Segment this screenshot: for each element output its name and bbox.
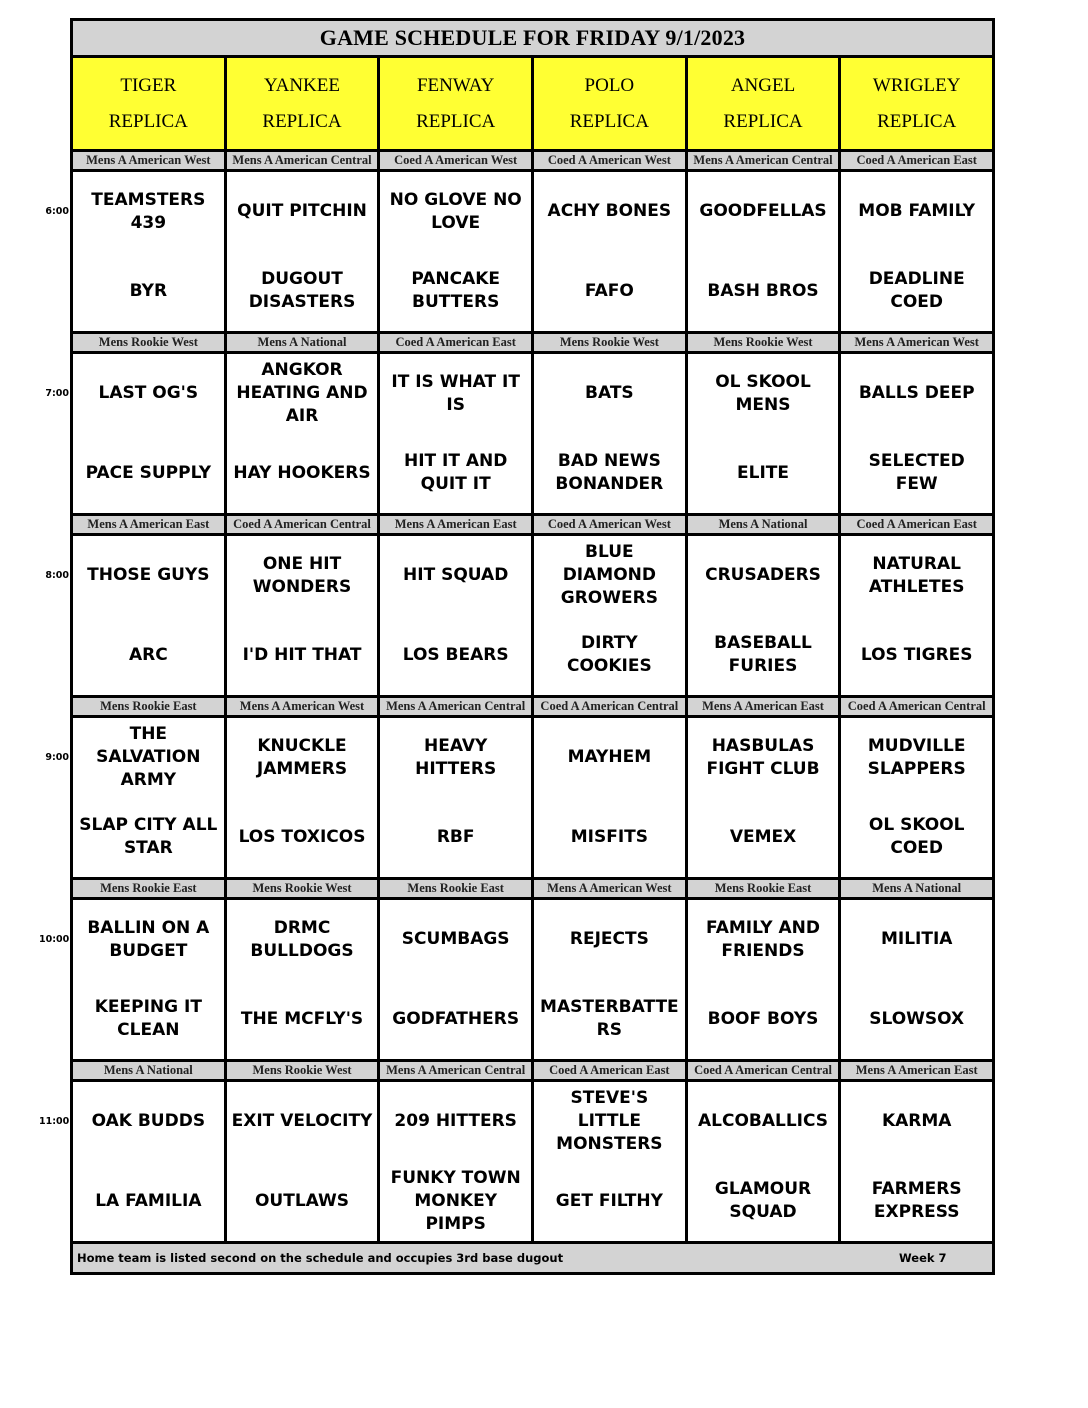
home-team: MASTERBATTERS — [540, 997, 679, 1041]
division-label: Coed A American Central — [227, 516, 381, 533]
away-team: ONE HIT WONDERS — [252, 553, 352, 597]
time-slot — [45, 516, 992, 698]
division-label: Mens A American Central — [688, 152, 842, 169]
home-team: GLAMOUR SQUAD — [714, 1179, 812, 1223]
division-label: Mens Rookie West — [688, 334, 842, 351]
division-label: Mens A American East — [688, 698, 842, 715]
game-cell — [534, 900, 688, 1059]
division-label: Mens Rookie East — [688, 880, 842, 897]
field-header-polo — [534, 58, 688, 149]
division-label: Mens Rookie West — [534, 334, 688, 351]
game-cell — [227, 1082, 381, 1241]
game-cell — [534, 718, 688, 877]
game-cell — [380, 536, 534, 695]
away-team: ACHY BONES — [547, 201, 672, 222]
schedule-table — [39, 18, 995, 1275]
away-team: BLUE DIAMOND GROWERS — [560, 542, 658, 609]
time-slot — [45, 152, 992, 334]
away-team: MOB FAMILY — [858, 201, 976, 222]
division-label: Mens A American East — [380, 516, 534, 533]
time-slot — [39, 880, 992, 1062]
home-team: THE MCFLY'S — [240, 1008, 364, 1029]
division-label: Mens Rookie West — [227, 880, 381, 897]
division-label: Mens A National — [73, 1062, 227, 1079]
home-team: DIRTY COOKIES — [566, 633, 652, 677]
time-label: 9:00 — [45, 752, 69, 763]
games-row — [73, 354, 992, 516]
away-team: CRUSADERS — [705, 565, 821, 586]
home-team-note: Home team is listed second on the schedule and occupies 3rd base dugout — [77, 1251, 564, 1265]
game-cell — [534, 172, 688, 331]
home-team: PACE SUPPLY — [85, 462, 212, 483]
field-name: ANGEL — [730, 74, 796, 96]
field-header-tiger — [73, 58, 227, 149]
home-team: HAY HOOKERS — [233, 462, 371, 483]
division-row — [73, 516, 992, 536]
division-row — [73, 334, 992, 354]
home-team: SLOWSOX — [869, 1008, 965, 1029]
field-type: REPLICA — [569, 110, 649, 132]
game-cell — [688, 718, 842, 877]
home-team: GODFATHERS — [392, 1008, 520, 1029]
division-label: Mens A American West — [73, 152, 227, 169]
away-team: TEAMSTERS 439 — [91, 189, 206, 233]
field-header-row — [73, 58, 992, 152]
away-team: QUIT PITCHIN — [237, 201, 367, 222]
game-cell — [73, 1082, 227, 1241]
home-team: VEMEX — [729, 826, 797, 847]
division-label: Mens A American Central — [380, 698, 534, 715]
division-label: Mens Rookie East — [380, 880, 534, 897]
game-cell — [380, 172, 534, 331]
time-slots — [39, 152, 992, 1244]
home-team: LA FAMILIA — [95, 1190, 202, 1211]
field-type: REPLICA — [877, 110, 957, 132]
field-type: REPLICA — [108, 110, 188, 132]
game-cell — [227, 172, 381, 331]
division-label: Coed A American East — [380, 334, 534, 351]
game-cell — [380, 1082, 534, 1241]
game-cell — [73, 718, 227, 877]
field-header-angel — [688, 58, 842, 149]
away-team: NATURAL ATHLETES — [868, 553, 965, 597]
away-team: EXIT VELOCITY — [231, 1111, 373, 1132]
away-team: IT IS WHAT IT IS — [391, 371, 520, 415]
division-label: Coed A American East — [856, 517, 977, 531]
game-cell — [688, 900, 842, 1059]
division-label: Mens A American Central — [380, 1062, 534, 1079]
game-cell — [534, 536, 688, 695]
division-label: Coed A American Central — [847, 699, 986, 713]
game-cell — [73, 354, 227, 513]
field-type: REPLICA — [723, 110, 803, 132]
game-cell — [227, 354, 381, 513]
field-header-yankee — [227, 58, 381, 149]
game-cell — [380, 718, 534, 877]
games-row — [73, 900, 992, 1062]
home-team: MISFITS — [570, 826, 648, 847]
division-label: Mens A American West — [854, 335, 979, 349]
away-team: THOSE GUYS — [87, 565, 210, 586]
division-label: Coed A American Central — [534, 698, 688, 715]
division-label: Coed A American East — [534, 1062, 688, 1079]
game-cell — [73, 172, 227, 331]
time-slot — [45, 698, 992, 880]
away-team: MILITIA — [880, 929, 953, 950]
field-header-fenway — [380, 58, 534, 149]
home-team: FAFO — [584, 280, 634, 301]
time-label: 8:00 — [45, 570, 69, 581]
away-team: THE SALVATION ARMY — [96, 724, 201, 791]
time-slot — [39, 1062, 992, 1244]
division-label: Coed A American West — [534, 152, 688, 169]
division-label: Mens Rookie West — [227, 1062, 381, 1079]
field-name: YANKEE — [264, 74, 340, 96]
home-team: HIT IT AND QUIT IT — [403, 451, 508, 495]
home-team: BAD NEWS BONANDER — [555, 451, 664, 495]
games-row — [73, 172, 992, 334]
game-cell — [841, 536, 992, 695]
game-cell — [841, 172, 992, 331]
home-team: KEEPING IT CLEAN — [94, 997, 202, 1041]
away-team: HEAVY HITTERS — [415, 735, 497, 779]
home-team: SLAP CITY ALL STAR — [79, 815, 218, 859]
home-team: ARC — [128, 644, 168, 665]
schedule-title: GAME SCHEDULE FOR FRIDAY 9/1/2023 — [73, 21, 992, 58]
away-team: SCUMBAGS — [401, 929, 510, 950]
field-name: TIGER — [120, 74, 177, 96]
games-row — [73, 718, 992, 880]
division-label: Coed A American East — [856, 153, 977, 167]
division-label: Mens A National — [227, 334, 381, 351]
away-team: STEVE'S LITTLE MONSTERS — [556, 1088, 663, 1155]
division-label: Mens A American East — [855, 1063, 978, 1077]
home-team: RBF — [436, 826, 475, 847]
game-cell — [227, 536, 381, 695]
time-slot — [45, 334, 992, 516]
home-team: SELECTED FEW — [868, 451, 965, 495]
division-label: Mens A National — [872, 881, 962, 895]
home-team: BASH BROS — [707, 280, 819, 301]
games-row — [73, 1082, 992, 1244]
home-team: FARMERS EXPRESS — [871, 1179, 962, 1223]
division-label: Coed A American West — [380, 152, 534, 169]
home-team: I'D HIT THAT — [242, 644, 362, 665]
time-label: 11:00 — [39, 1116, 70, 1127]
division-label: Mens A American Central — [227, 152, 381, 169]
away-team: OAK BUDDS — [91, 1111, 206, 1132]
time-label: 7:00 — [45, 388, 69, 399]
time-label: 10:00 — [39, 934, 70, 945]
games-row — [73, 536, 992, 698]
game-cell — [380, 354, 534, 513]
field-name: WRIGLEY — [872, 74, 961, 96]
field-name: FENWAY — [416, 74, 495, 96]
game-cell — [688, 1082, 842, 1241]
time-label: 6:00 — [45, 206, 69, 217]
away-team: OL SKOOL MENS — [715, 371, 811, 415]
game-cell — [73, 900, 227, 1059]
field-header-wrigley — [841, 58, 992, 149]
game-cell — [227, 718, 381, 877]
away-team: ANGKOR HEATING AND AIR — [236, 360, 368, 427]
home-team: OUTLAWS — [254, 1190, 350, 1211]
home-team: BASEBALL FURIES — [714, 633, 812, 677]
home-team: PANCAKE BUTTERS — [411, 269, 501, 313]
division-label: Coed A American Central — [688, 1062, 842, 1079]
home-team: FUNKY TOWN MONKEY PIMPS — [390, 1167, 521, 1234]
field-type: REPLICA — [416, 110, 496, 132]
division-label: Coed A American West — [534, 516, 688, 533]
away-team: HIT SQUAD — [403, 565, 509, 586]
division-label: Mens A National — [688, 516, 842, 533]
away-team: BATS — [585, 383, 634, 404]
schedule-footer — [73, 1244, 992, 1272]
home-team: GET FILTHY — [555, 1190, 663, 1211]
division-label: Mens Rookie West — [73, 334, 227, 351]
game-cell — [841, 900, 992, 1059]
away-team: LAST OG'S — [98, 383, 199, 404]
game-cell — [841, 1082, 992, 1241]
away-team: GOODFELLAS — [699, 201, 827, 222]
away-team: KARMA — [881, 1111, 952, 1132]
home-team: LOS TOXICOS — [238, 826, 366, 847]
away-team: HASBULAS FIGHT CLUB — [706, 735, 820, 779]
game-cell — [534, 354, 688, 513]
field-type: REPLICA — [262, 110, 342, 132]
away-team: DRMC BULLDOGS — [250, 917, 354, 961]
game-cell — [380, 900, 534, 1059]
away-team: KNUCKLE JAMMERS — [256, 735, 348, 779]
game-cell — [841, 718, 992, 877]
home-team: BYR — [129, 280, 168, 301]
division-row — [73, 152, 992, 172]
away-team: REJECTS — [569, 929, 649, 950]
division-label: Mens A American West — [534, 880, 688, 897]
home-team: LOS BEARS — [402, 644, 509, 665]
division-row — [73, 698, 992, 718]
home-team: LOS TIGRES — [860, 644, 973, 665]
away-team: 209 HITTERS — [394, 1111, 517, 1132]
game-cell — [688, 354, 842, 513]
home-team: DUGOUT DISASTERS — [248, 269, 356, 313]
division-label: Mens Rookie East — [73, 880, 227, 897]
away-team: MUDVILLE SLAPPERS — [867, 735, 966, 779]
field-name: POLO — [584, 74, 635, 96]
home-team: ELITE — [737, 462, 790, 483]
division-label: Mens A American West — [227, 698, 381, 715]
home-team: BOOF BOYS — [707, 1008, 819, 1029]
away-team: MAYHEM — [567, 747, 652, 768]
game-cell — [688, 172, 842, 331]
away-team: ALCOBALLICS — [697, 1111, 829, 1132]
week-label: Week 7 — [899, 1251, 947, 1265]
away-team: BALLIN ON A BUDGET — [87, 917, 210, 961]
away-team: NO GLOVE NO LOVE — [389, 189, 522, 233]
game-cell — [534, 1082, 688, 1241]
game-cell — [227, 900, 381, 1059]
game-cell — [688, 536, 842, 695]
game-cell — [73, 536, 227, 695]
division-label: Mens Rookie East — [73, 698, 227, 715]
home-team: DEADLINE COED — [868, 269, 965, 313]
division-label: Mens A American East — [73, 516, 227, 533]
home-team: OL SKOOL COED — [868, 815, 965, 859]
away-team: BALLS DEEP — [858, 383, 975, 404]
division-row — [73, 1062, 992, 1082]
game-cell — [841, 354, 992, 513]
away-team: FAMILY AND FRIENDS — [706, 917, 821, 961]
division-row — [73, 880, 992, 900]
